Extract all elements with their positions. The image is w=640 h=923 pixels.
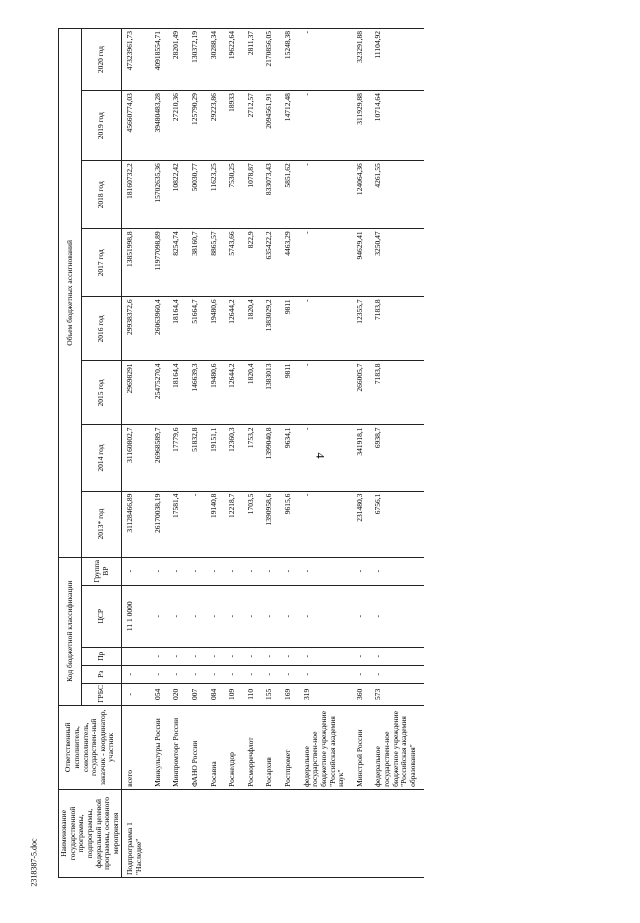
value-cell: 9615,6 [280, 491, 299, 557]
grbs-cell: 084 [206, 683, 225, 705]
table-row [224, 29, 243, 878]
responsible-cell: всего [122, 705, 150, 789]
vr-cell: - [261, 557, 280, 585]
header-year: 2018 год [82, 161, 122, 229]
value-cell: 18933 [224, 91, 243, 161]
value-cell: 51832,8 [187, 425, 206, 491]
value-cell: 635422,2 [261, 229, 280, 297]
value-cell: 19480,6 [206, 361, 225, 425]
value-cell: 40918554,71 [150, 29, 169, 91]
value-cell: 29938372,6 [122, 297, 150, 361]
pr-cell: - [168, 647, 187, 665]
pr-cell: - [299, 647, 352, 665]
value-cell: 27210,36 [168, 91, 187, 161]
program-name-cell [150, 789, 169, 877]
grbs-cell: 155 [261, 683, 280, 705]
value-cell: - [299, 361, 352, 425]
rz-cell: - [299, 665, 352, 683]
value-cell: 231480,3 [352, 491, 371, 557]
csr-cell: - [299, 585, 352, 647]
header-year: 2015 год [82, 361, 122, 425]
value-cell: 12218,7 [224, 491, 243, 557]
value-cell: 7183,8 [370, 361, 423, 425]
header-year: 2016 год [82, 297, 122, 361]
value-cell: 29223,86 [206, 91, 225, 161]
table-row [243, 29, 262, 878]
value-cell: 3250,47 [370, 229, 423, 297]
pr-cell: - [352, 647, 371, 665]
rz-cell: - [243, 665, 262, 683]
value-cell: 9634,1 [280, 425, 299, 491]
value-cell: 1383029,2 [261, 297, 280, 361]
value-cell: 10822,42 [168, 161, 187, 229]
value-cell: 6756,1 [370, 491, 423, 557]
program-name-cell: Подпрограмма 1 "Наследие" [122, 789, 150, 877]
header-year: 2017 год [82, 229, 122, 297]
value-cell: 51664,7 [187, 297, 206, 361]
responsible-cell: Росморречфлот [243, 705, 262, 789]
value-cell: 26063960,4 [150, 297, 169, 361]
value-cell: 341918,1 [352, 425, 371, 491]
program-name-cell [187, 789, 206, 877]
pr-cell: - [280, 647, 299, 665]
value-cell: 124064,36 [352, 161, 371, 229]
rz-cell: - [206, 665, 225, 683]
budget-table [58, 28, 424, 878]
program-name-cell [261, 789, 280, 877]
header-year: 2013* год [82, 491, 122, 557]
rz-cell: - [352, 665, 371, 683]
value-cell: 19622,64 [224, 29, 243, 91]
value-cell: 17779,6 [168, 425, 187, 491]
value-cell: 14712,48 [280, 91, 299, 161]
file-label: 2318387-5.doc [29, 838, 39, 887]
table-row [122, 29, 150, 878]
responsible-cell: Росавиа [206, 705, 225, 789]
header-year: 2020 год [82, 29, 122, 91]
value-cell: 1820,4 [243, 361, 262, 425]
value-cell: 38160,7 [187, 229, 206, 297]
value-cell: - [299, 297, 352, 361]
vr-cell: - [280, 557, 299, 585]
grbs-cell: 054 [150, 683, 169, 705]
grbs-cell: 169 [280, 683, 299, 705]
csr-cell: 11 1 0000 [122, 585, 150, 647]
value-cell: 1399040,8 [261, 425, 280, 491]
rz-cell: - [187, 665, 206, 683]
value-cell: 17581,4 [168, 491, 187, 557]
pr-cell: - [206, 647, 225, 665]
value-cell: - [187, 491, 206, 557]
pr-cell: - [261, 647, 280, 665]
value-cell: 50030,77 [187, 161, 206, 229]
value-cell: 18164,4 [168, 361, 187, 425]
value-cell: 5743,66 [224, 229, 243, 297]
pr-cell: - [224, 647, 243, 665]
pr-cell: - [243, 647, 262, 665]
csr-cell: - [206, 585, 225, 647]
responsible-cell: Минкультуры России [150, 705, 169, 789]
program-name-cell [224, 789, 243, 877]
responsible-cell: Росархив [261, 705, 280, 789]
vr-cell: - [352, 557, 371, 585]
grbs-cell: 319 [299, 683, 352, 705]
value-cell: 10714,64 [370, 91, 423, 161]
vr-cell: - [168, 557, 187, 585]
value-cell: 28201,49 [168, 29, 187, 91]
header-responsible: Ответственный исполнитель, соисполнитель, государствен-ный заказчик - координатор, участник [59, 705, 122, 789]
value-cell: 1703,5 [243, 491, 262, 557]
value-cell: 12644,2 [224, 361, 243, 425]
responsible-cell: федеральное государствен-ное бюджетное учреждение "Российская академия наук" [299, 705, 352, 789]
value-cell: 1820,4 [243, 297, 262, 361]
value-cell: 25475270,4 [150, 361, 169, 425]
value-cell: 833073,43 [261, 161, 280, 229]
value-cell: 45660774,03 [122, 91, 150, 161]
value-cell: 266005,7 [352, 361, 371, 425]
header-pr: Пр [82, 647, 122, 665]
program-name-cell [243, 789, 262, 877]
value-cell: - [299, 161, 352, 229]
value-cell: 822,9 [243, 229, 262, 297]
value-cell: 146639,3 [187, 361, 206, 425]
table-row [352, 29, 371, 878]
csr-cell: - [352, 585, 371, 647]
responsible-cell: федеральное государствен-ное бюджетное учреждение "Российская академия образования" [370, 705, 423, 789]
header-year: 2014 год [82, 425, 122, 491]
value-cell: 4463,29 [280, 229, 299, 297]
value-cell: 125790,29 [187, 91, 206, 161]
value-cell: 6938,7 [370, 425, 423, 491]
page-number: 4 [313, 452, 328, 459]
table-row [150, 29, 169, 878]
table-row [187, 29, 206, 878]
value-cell: - [299, 229, 352, 297]
value-cell: 31128466,89 [122, 491, 150, 557]
program-name-cell [168, 789, 187, 877]
value-cell: 1753,2 [243, 425, 262, 491]
value-cell: - [299, 491, 352, 557]
csr-cell: - [370, 585, 423, 647]
value-cell: - [299, 425, 352, 491]
responsible-cell: Росжелдор [224, 705, 243, 789]
value-cell: - [299, 29, 352, 91]
value-cell: 1078,87 [243, 161, 262, 229]
rz-cell: - [224, 665, 243, 683]
responsible-cell: Минстрой России [352, 705, 371, 789]
csr-cell: - [224, 585, 243, 647]
value-cell: 2712,57 [243, 91, 262, 161]
header-volume-group: Объем бюджетных ассигнований [59, 29, 82, 558]
pr-cell: - [370, 647, 423, 665]
value-cell: 12644,2 [224, 297, 243, 361]
value-cell: 31160802,7 [122, 425, 150, 491]
responsible-cell: Минпромторг России [168, 705, 187, 789]
vr-cell: - [187, 557, 206, 585]
table-row [280, 29, 299, 878]
header-year: 2019 год [82, 91, 122, 161]
program-name-cell [280, 789, 299, 877]
value-cell: 26170038,19 [150, 491, 169, 557]
value-cell: 7530,25 [224, 161, 243, 229]
csr-cell: - [187, 585, 206, 647]
value-cell: 12360,3 [224, 425, 243, 491]
header-code-group: Код бюджетной классификации [59, 557, 82, 705]
value-cell: 11104,92 [370, 29, 423, 91]
value-cell: 2094561,91 [261, 91, 280, 161]
program-name-cell [370, 789, 423, 877]
value-cell: 8254,74 [168, 229, 187, 297]
budget-table-container [58, 28, 618, 878]
csr-cell: - [261, 585, 280, 647]
value-cell: 15702635,36 [150, 161, 169, 229]
value-cell: 26968589,7 [150, 425, 169, 491]
value-cell: 19140,8 [206, 491, 225, 557]
csr-cell: - [243, 585, 262, 647]
pr-cell: - [187, 647, 206, 665]
value-cell: 11623,25 [206, 161, 225, 229]
rz-cell: - [261, 665, 280, 683]
vr-cell: - [206, 557, 225, 585]
value-cell: 11977098,89 [150, 229, 169, 297]
csr-cell: - [280, 585, 299, 647]
grbs-cell: 110 [243, 683, 262, 705]
table-row [370, 29, 423, 878]
vr-cell: - [150, 557, 169, 585]
table-row [206, 29, 225, 878]
value-cell: 323291,88 [352, 29, 371, 91]
grbs-cell: 109 [224, 683, 243, 705]
pr-cell [122, 647, 150, 665]
value-cell: 15248,38 [280, 29, 299, 91]
program-name-cell [206, 789, 225, 877]
value-cell: 2170856,05 [261, 29, 280, 91]
value-cell: 1390958,6 [261, 491, 280, 557]
grbs-cell: 007 [187, 683, 206, 705]
table-row [168, 29, 187, 878]
value-cell: 5851,62 [280, 161, 299, 229]
value-cell: 9811 [280, 297, 299, 361]
vr-cell: - [224, 557, 243, 585]
rz-cell: - [168, 665, 187, 683]
value-cell: 30288,34 [206, 29, 225, 91]
csr-cell: - [168, 585, 187, 647]
value-cell: 18164,4 [168, 297, 187, 361]
rz-cell: - [122, 665, 150, 683]
header-vr: Группа ВР [82, 557, 122, 585]
rz-cell: - [370, 665, 423, 683]
grbs-cell: - [122, 683, 150, 705]
value-cell: 19151,1 [206, 425, 225, 491]
program-name-cell [352, 789, 371, 877]
value-cell: 18160732,2 [122, 161, 150, 229]
value-cell: 7183,8 [370, 297, 423, 361]
vr-cell: - [243, 557, 262, 585]
grbs-cell: 573 [370, 683, 423, 705]
vr-cell: - [370, 557, 423, 585]
table-row [299, 29, 352, 878]
table-row [261, 29, 280, 878]
vr-cell: - [299, 557, 352, 585]
value-cell: 39480483,28 [150, 91, 169, 161]
rz-cell: - [150, 665, 169, 683]
responsible-cell: Ростпромет [280, 705, 299, 789]
header-rz: Рз [82, 665, 122, 683]
value-cell: 12355,7 [352, 297, 371, 361]
pr-cell: - [150, 647, 169, 665]
value-cell: 29698291 [122, 361, 150, 425]
value-cell: 9811 [280, 361, 299, 425]
grbs-cell: 020 [168, 683, 187, 705]
value-cell: 130372,19 [187, 29, 206, 91]
value-cell: 1383013 [261, 361, 280, 425]
value-cell: 2811,37 [243, 29, 262, 91]
value-cell: 94629,41 [352, 229, 371, 297]
csr-cell: - [150, 585, 169, 647]
rz-cell: - [280, 665, 299, 683]
value-cell: 8865,57 [206, 229, 225, 297]
grbs-cell: 360 [352, 683, 371, 705]
vr-cell: - [122, 557, 150, 585]
program-name-cell [299, 789, 352, 877]
value-cell: 19480,6 [206, 297, 225, 361]
header-name: Наименование государственной программы, подпрограммы, федеральной целевой программы, основного мероприятия [59, 789, 122, 877]
responsible-cell: ФАНО России [187, 705, 206, 789]
value-cell: 311929,88 [352, 91, 371, 161]
value-cell: 4261,55 [370, 161, 423, 229]
value-cell: - [299, 91, 352, 161]
value-cell: 13851998,8 [122, 229, 150, 297]
header-csr: ЦСР [82, 585, 122, 647]
value-cell: 47323961,73 [122, 29, 150, 91]
header-grbs: ГРБС [82, 683, 122, 705]
